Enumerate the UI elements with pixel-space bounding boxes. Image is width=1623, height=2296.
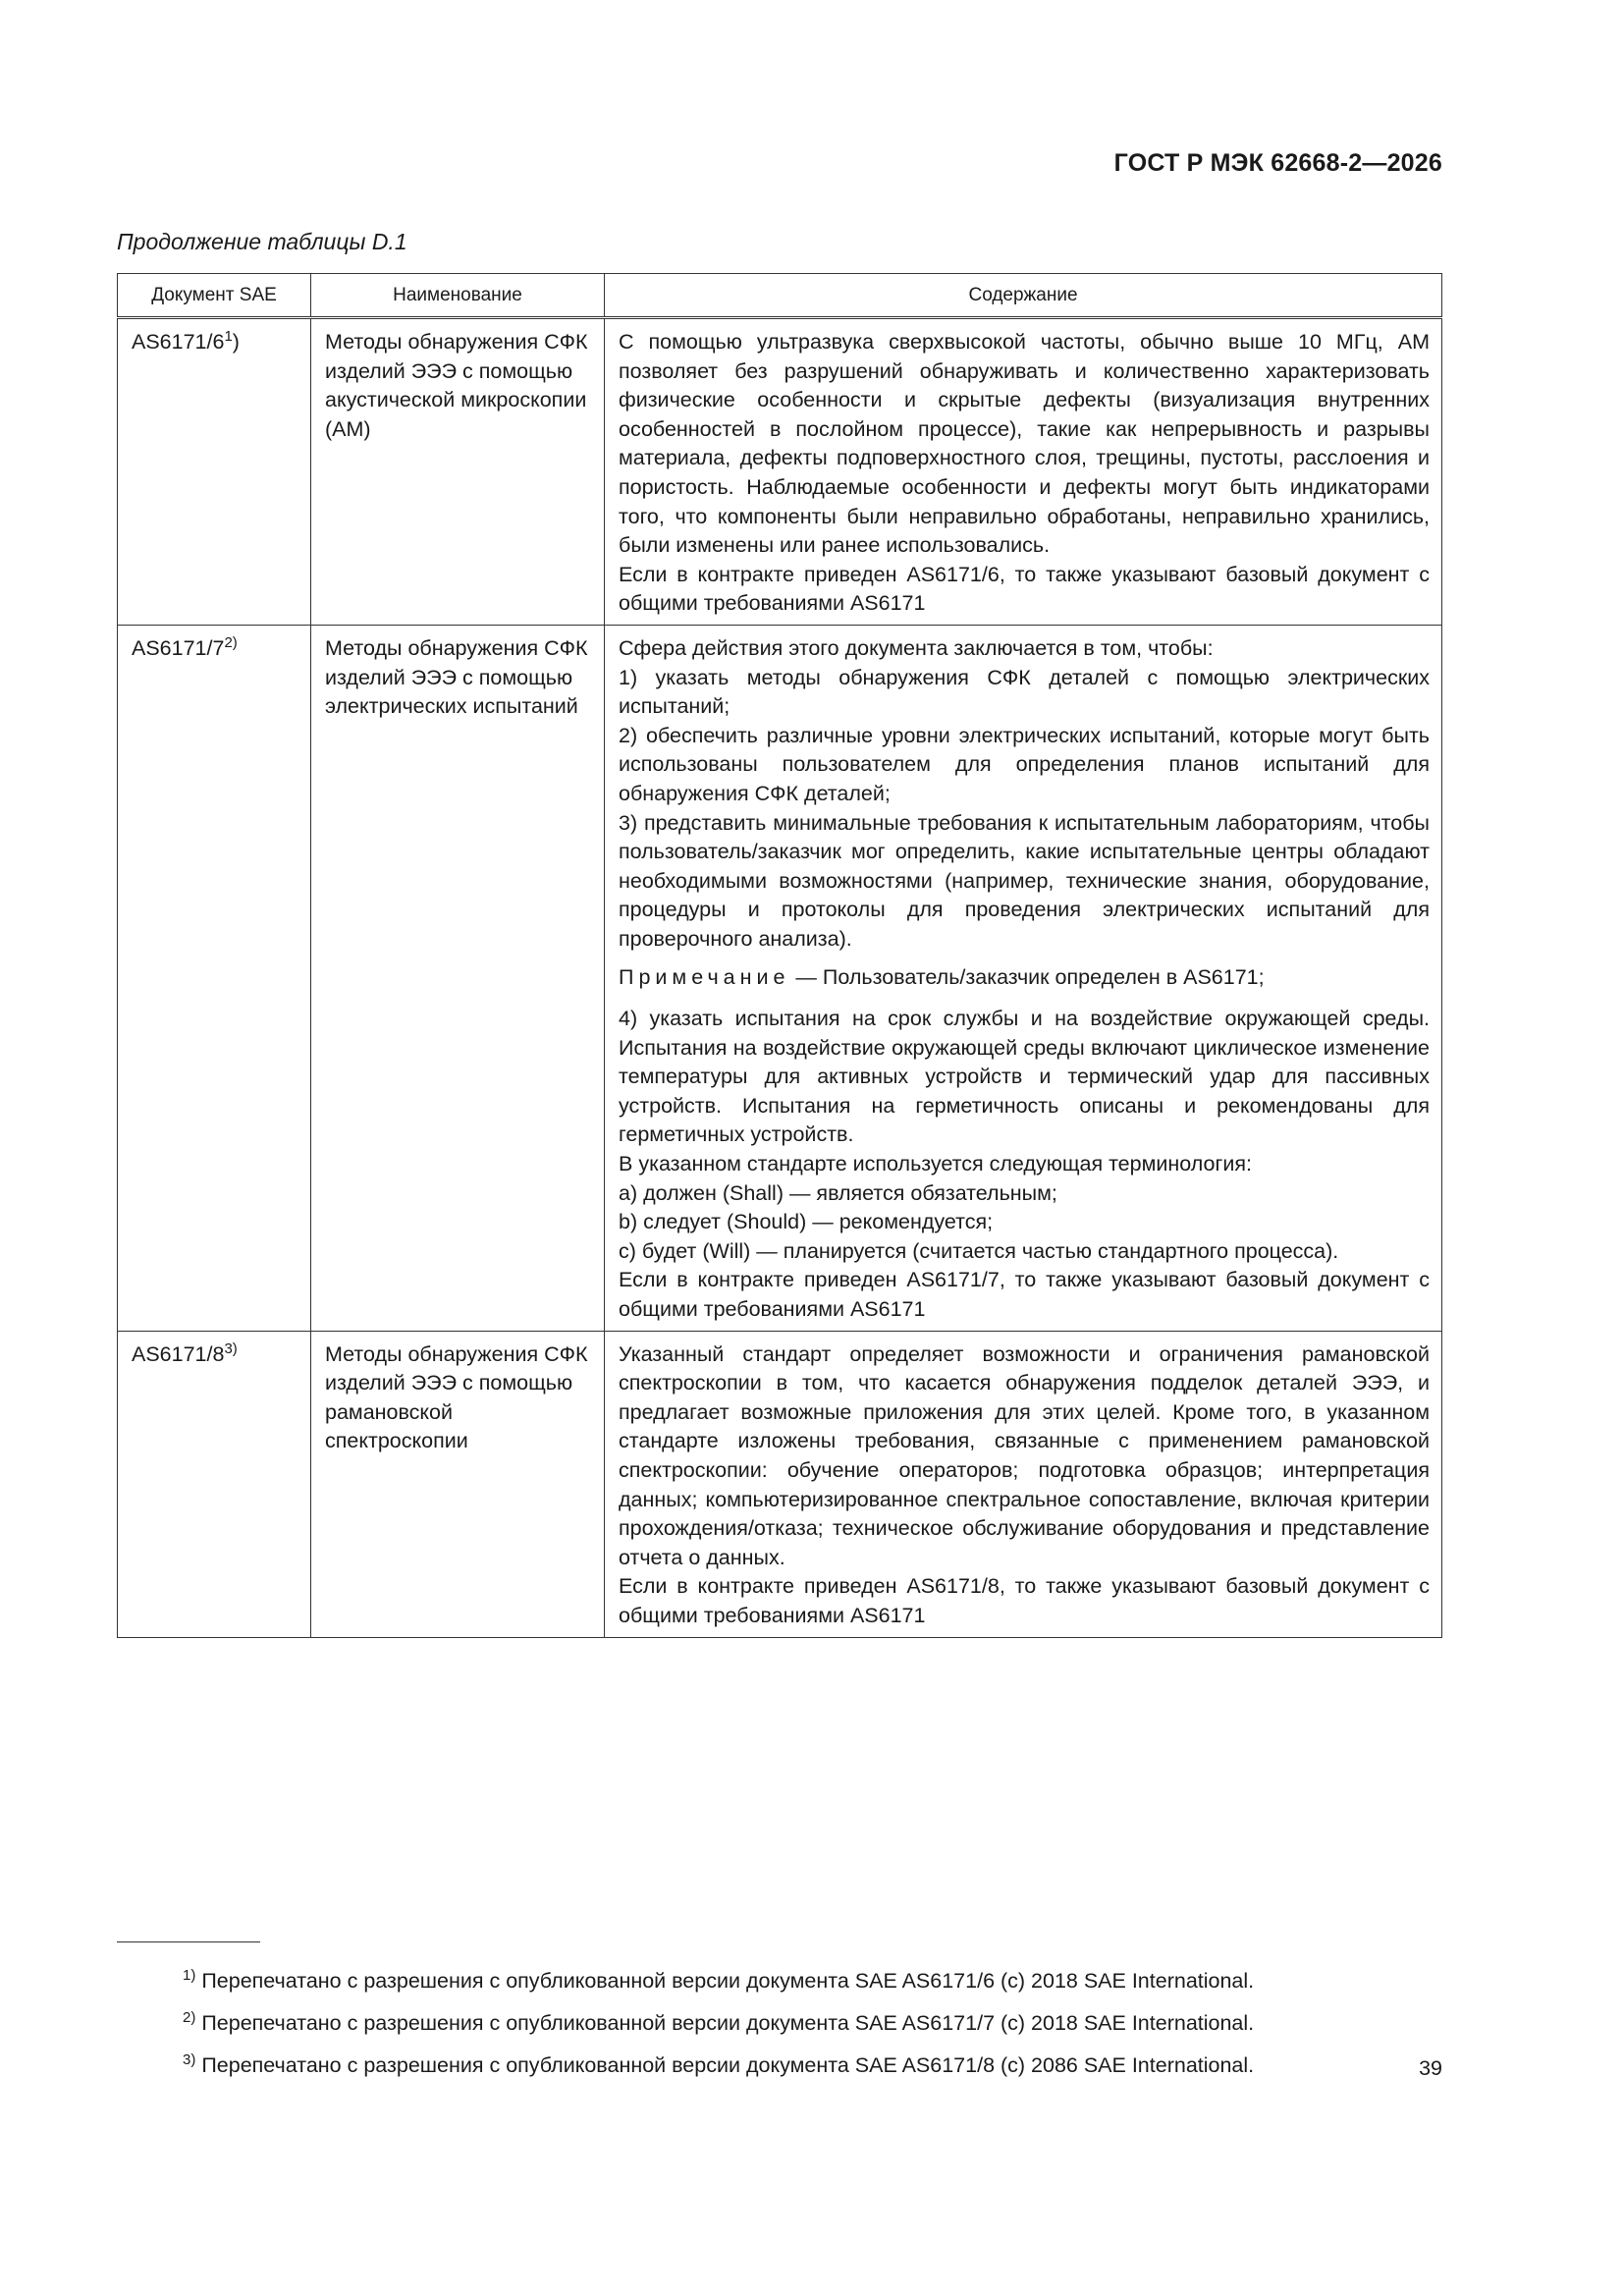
table-row <box>118 625 1442 1331</box>
column-header-document: Документ SAE <box>118 274 311 318</box>
footnote-ref-suffix: ) <box>232 330 240 354</box>
footnote-mark: 1) <box>183 1967 196 1984</box>
content-paragraph: 4) указать испытания на срок службы и на воздействие окружающей среды. Испытания на воздействие окружающей среды включают циклическое изменение температуры для активных устройств и термический удар для пассивных устройств. Испытания на герметичность описаны и рекомендованы для герметичных устройств. <box>619 1007 1430 1147</box>
content-cell <box>605 625 1442 1331</box>
content-paragraph: c) будет (Will) — планируется (считается частью стандартного процесса). <box>619 1238 1339 1263</box>
content-paragraph: Если в контракте приведен AS6171/7, то также указывают базовый документ с общими требованиями AS6171 <box>619 1268 1430 1321</box>
page-number: 39 <box>1419 2056 1442 2080</box>
note-text: — Пользователь/заказчик определен в AS6171; <box>789 965 1265 990</box>
footnote-item <box>183 1999 1442 2042</box>
table-caption: Продолжение таблицы D.1 <box>117 229 407 254</box>
content-paragraph: Если в контракте приведен AS6171/6, то также указывают базовый документ с общими требованиями AS6171 <box>619 562 1430 616</box>
name-cell: Методы обнаружения СФК изделий ЭЭЭ с помощью акустической микроскопии (АМ) <box>311 318 605 626</box>
content-paragraph: С помощью ультразвука сверхвысокой частоты, обычно выше 10 МГц, АМ позволяет без разрушений обнаруживать и количественно характеризовать физические особенности и скрытые дефекты (визуализация внутренних особенностей в послойном процессе), такие как непрерывность и разрывы материала, дефекты подповерхностного слоя, трещины, пустоты, расслоения и пористость. Наблюдаемые особенности и дефекты могут быть индикаторами того, что компоненты были неправильно обработаны, неправильно хранились, были изменены или ранее использовались. <box>619 330 1430 558</box>
footnote-text: Перепечатано с разрешения с опубликованной версии документа SAE AS6171/7 (c) 2018 SAE International. <box>201 2011 1255 2035</box>
content-paragraph: 1) указать методы обнаружения СФК деталей с помощью электрических испытаний; <box>619 665 1430 719</box>
footnote-mark: 3) <box>183 2051 196 2068</box>
content-cell <box>605 318 1442 626</box>
name-cell: Методы обнаружения СФК изделий ЭЭЭ с помощью рамановской спектроскопии <box>311 1331 605 1637</box>
content-paragraph: В указанном стандарте используется следующая терминология: <box>619 1152 1252 1176</box>
content-paragraph: b) следует (Should) — рекомендуется; <box>619 1210 994 1234</box>
content-paragraph: Если в контракте приведен AS6171/8, то также указывают базовый документ с общими требованиями AS6171 <box>619 1574 1430 1627</box>
table-row <box>118 1331 1442 1637</box>
footnote-ref: 2) <box>224 633 238 651</box>
table-header-row <box>118 274 1442 318</box>
document-cell <box>118 318 311 626</box>
column-header-name: Наименование <box>311 274 605 318</box>
note <box>619 963 1430 993</box>
table-row <box>118 318 1442 626</box>
column-header-content: Содержание <box>605 274 1442 318</box>
document-cell <box>118 625 311 1331</box>
footnote-item <box>183 1957 1442 1999</box>
footnote-item <box>183 2042 1442 2084</box>
document-id: AS6171/6 <box>132 330 225 354</box>
footnote-ref: 3) <box>224 1339 238 1357</box>
footnote-mark: 2) <box>183 2009 196 2026</box>
document-cell <box>118 1331 311 1637</box>
content-paragraph: 3) представить минимальные требования к испытательным лабораториям, чтобы пользователь/заказчик мог определить, какие испытательные центры обладают необходимыми возможностями (например, технические знания, оборудование, процедуры и протоколы для проведения электрических испытаний для проверочного анализа). <box>619 810 1430 951</box>
content-paragraph: a) должен (Shall) — является обязательным; <box>619 1180 1057 1205</box>
document-id: AS6171/7 <box>132 635 225 660</box>
sae-documents-table <box>117 273 1442 1638</box>
footnote-text: Перепечатано с разрешения с опубликованной версии документа SAE AS6171/8 (c) 2086 SAE International. <box>201 2053 1255 2077</box>
content-paragraph: Сфера действия этого документа заключается в том, чтобы: <box>619 635 1214 660</box>
footnotes <box>183 1957 1442 2084</box>
content-paragraph: Указанный стандарт определяет возможности и ограничения рамановской спектроскопии в том, что касается обнаружения подделок деталей ЭЭЭ, и предлагает возможные приложения для этих целей. Кроме того, в указанном стандарте изложены требования, связанные с применением рамановской спектроскопии: обучение операторов; подготовка образцов; интерпретация данных; компьютеризированное спектральное сопоставление, включая критерии прохождения/отказа; техническое обслуживание оборудования и представление отчета о данных. <box>619 1341 1430 1569</box>
document-id: AS6171/8 <box>132 1341 225 1366</box>
content-paragraph: 2) обеспечить различные уровни электрических испытаний, которые могут быть использованы пользователем для определения планов испытаний для обнаружения СФК деталей; <box>619 723 1430 805</box>
content-cell <box>605 1331 1442 1637</box>
note-label: Примечание <box>619 965 790 990</box>
name-cell: Методы обнаружения СФК изделий ЭЭЭ с помощью электрических испытаний <box>311 625 605 1331</box>
footnote-ref: 1 <box>224 327 233 345</box>
footnote-divider <box>117 1941 260 1942</box>
standard-code-header: ГОСТ Р МЭК 62668-2—2026 <box>1113 149 1442 177</box>
footnote-text: Перепечатано с разрешения с опубликованной версии документа SAE AS6171/6 (c) 2018 SAE International. <box>201 1969 1255 1993</box>
